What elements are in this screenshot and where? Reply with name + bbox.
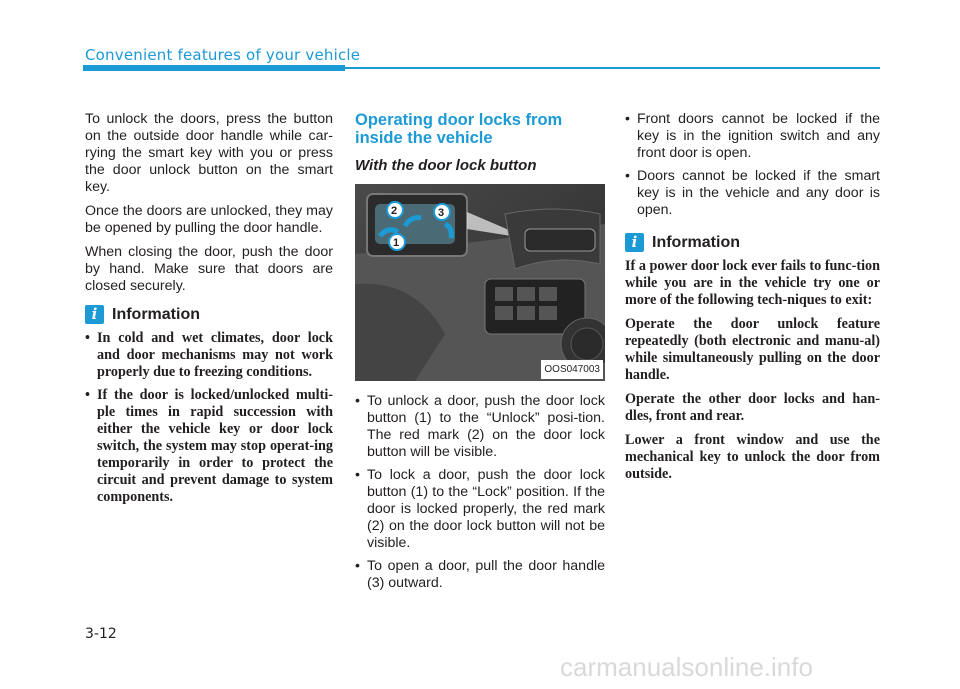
paragraph: When closing the door, push the door by hand. Make sure that doors are closed securely. — [85, 244, 333, 294]
info-paragraph: Lower a front window and use the mechanical key to unlock the door from outside. — [625, 432, 880, 482]
page-number: 3-12 — [85, 626, 117, 642]
info-paragraph: Operate the other door locks and han-dles, front and rear. — [625, 391, 880, 424]
info-paragraph: Operate the door unlock feature repeatedly (both electronic and manu-al) while simultaneously pulling on the door handle. — [625, 316, 880, 383]
info-heading — [85, 305, 333, 324]
info-icon: i — [625, 233, 644, 252]
header-bar — [83, 65, 345, 71]
info-label: Information — [112, 306, 200, 323]
list-item: • To lock a door, push the door lock button (1) to the “Lock” position. If the door is locked properly, the red mark (2) on the door lock button will not be visible. — [355, 467, 605, 552]
info-bullet: • If the door is locked/unlocked multi-ple times in rapid succession with either the vehicle key or door lock switch, the system may stop operat-ing temporarily in order to protect the circuit and prevent damage to system components. — [85, 387, 333, 506]
info-paragraph: If a power door lock ever fails to func-tion while you are in the vehicle try one or more of the following tech-niques to exit: — [625, 258, 880, 308]
image-code: OOS047003 — [541, 360, 603, 379]
callout-2: 2 — [391, 205, 398, 217]
door-lock-list — [355, 393, 605, 592]
list-item: • To open a door, pull the door handle (3) outward. — [355, 558, 605, 592]
info-icon: i — [85, 305, 104, 324]
info-body — [625, 258, 880, 483]
callout-1: 1 — [393, 237, 400, 249]
info-heading — [625, 233, 880, 252]
list-item: • Doors cannot be locked if the smart key is in the vehicle and any door is open. — [625, 168, 880, 219]
lock-conditions-list — [625, 111, 880, 219]
column-middle — [355, 111, 605, 598]
info-list — [85, 330, 333, 506]
header-rule — [345, 67, 880, 69]
column-right — [625, 111, 880, 490]
section-header-title: Convenient features of your vehicle — [85, 46, 361, 64]
list-item: • Front doors cannot be locked if the key is in the ignition switch and any front door is open. — [625, 111, 880, 162]
callout-3: 3 — [438, 207, 445, 219]
info-label: Information — [652, 234, 740, 251]
watermark[interactable]: carmanualsonline.info — [560, 652, 813, 682]
door-lock-illustration — [355, 184, 605, 381]
info-bullet: • In cold and wet climates, door lock and door mechanisms may not work properly due to freezing conditions. — [85, 330, 333, 381]
subsection-title: With the door lock button — [355, 157, 537, 174]
paragraph: To unlock the doors, press the button on the outside door handle while car-rying the smart key with you or press the door unlock button on the smart key. — [85, 111, 333, 195]
column-left — [85, 111, 333, 512]
door-panel-drawing — [355, 184, 605, 381]
list-item: • To unlock a door, push the door lock button (1) to the “Unlock” posi-tion. The red mark (2) on the door lock button will be visible. — [355, 393, 605, 461]
paragraph: Once the doors are unlocked, they may be opened by pulling the door handle. — [85, 203, 333, 236]
section-title: Operating door locks from inside the vehicle — [355, 111, 563, 147]
